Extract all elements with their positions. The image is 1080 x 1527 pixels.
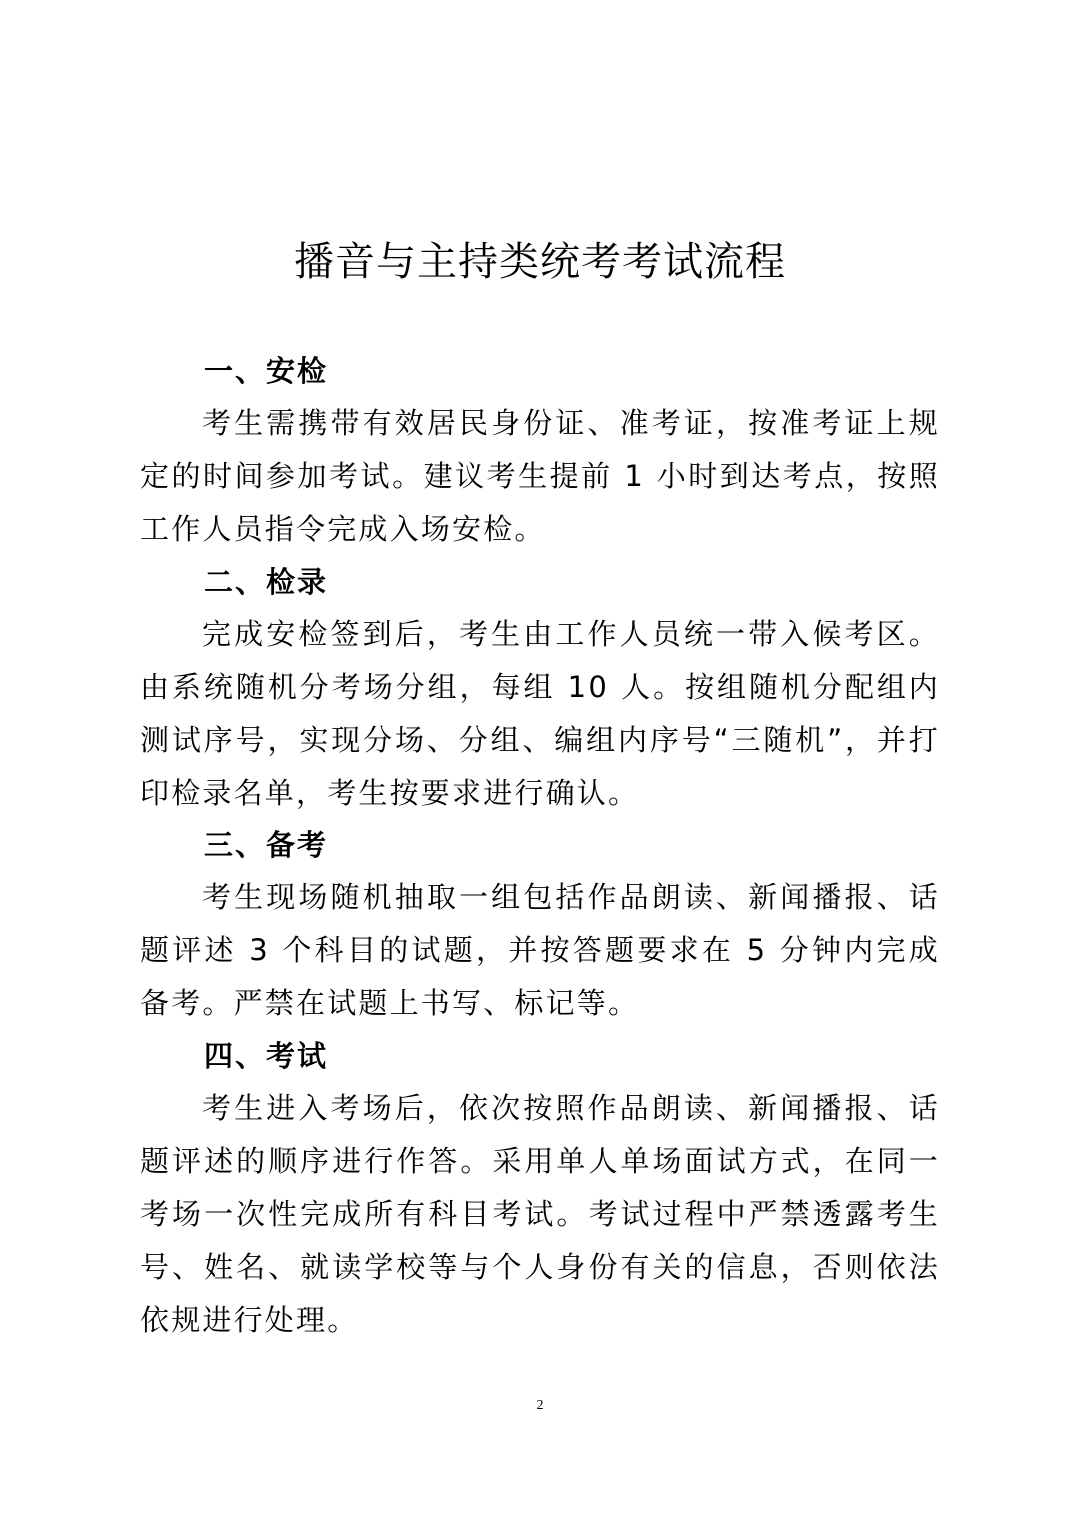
section-body-preparation: 考生现场随机抽取一组包括作品朗读、新闻播报、话题评述 3 个科目的试题，并按答题要求在 5 分钟内完成备考。严禁在试题上书写、标记等。 xyxy=(140,880,940,1020)
section-body-check-in: 完成安检签到后，考生由工作人员统一带入候考区。由系统随机分考场分组，每组 10 人。按组随机分配组内测试序号，实现分场、分组、编组内序号“三随机”，并打印检录名单，考生按要求进行确认。 xyxy=(140,617,940,810)
section-heading-check-in: 二、检录 xyxy=(204,565,329,599)
document-title: 播音与主持类统考考试流程 xyxy=(294,239,786,285)
section-body-security-check: 考生需携带有效居民身份证、准考证，按准考证上规定的时间参加考试。建议考生提前 1 小时到达考点，按照工作人员指令完成入场安检。 xyxy=(140,406,940,546)
section-heading-security-check: 一、安检 xyxy=(204,354,329,388)
section-body-exam: 考生进入考场后，依次按照作品朗读、新闻播报、话题评述的顺序进行作答。采用单人单场面试方式，在同一考场一次性完成所有科目考试。考试过程中严禁透露考生号、姓名、就读学校等与个人身份有关的信息，否则依法依规进行处理。 xyxy=(140,1091,940,1337)
section-heading-preparation: 三、备考 xyxy=(204,828,329,862)
section-heading-exam: 四、考试 xyxy=(204,1039,329,1073)
page-number: 2 xyxy=(536,1398,544,1413)
